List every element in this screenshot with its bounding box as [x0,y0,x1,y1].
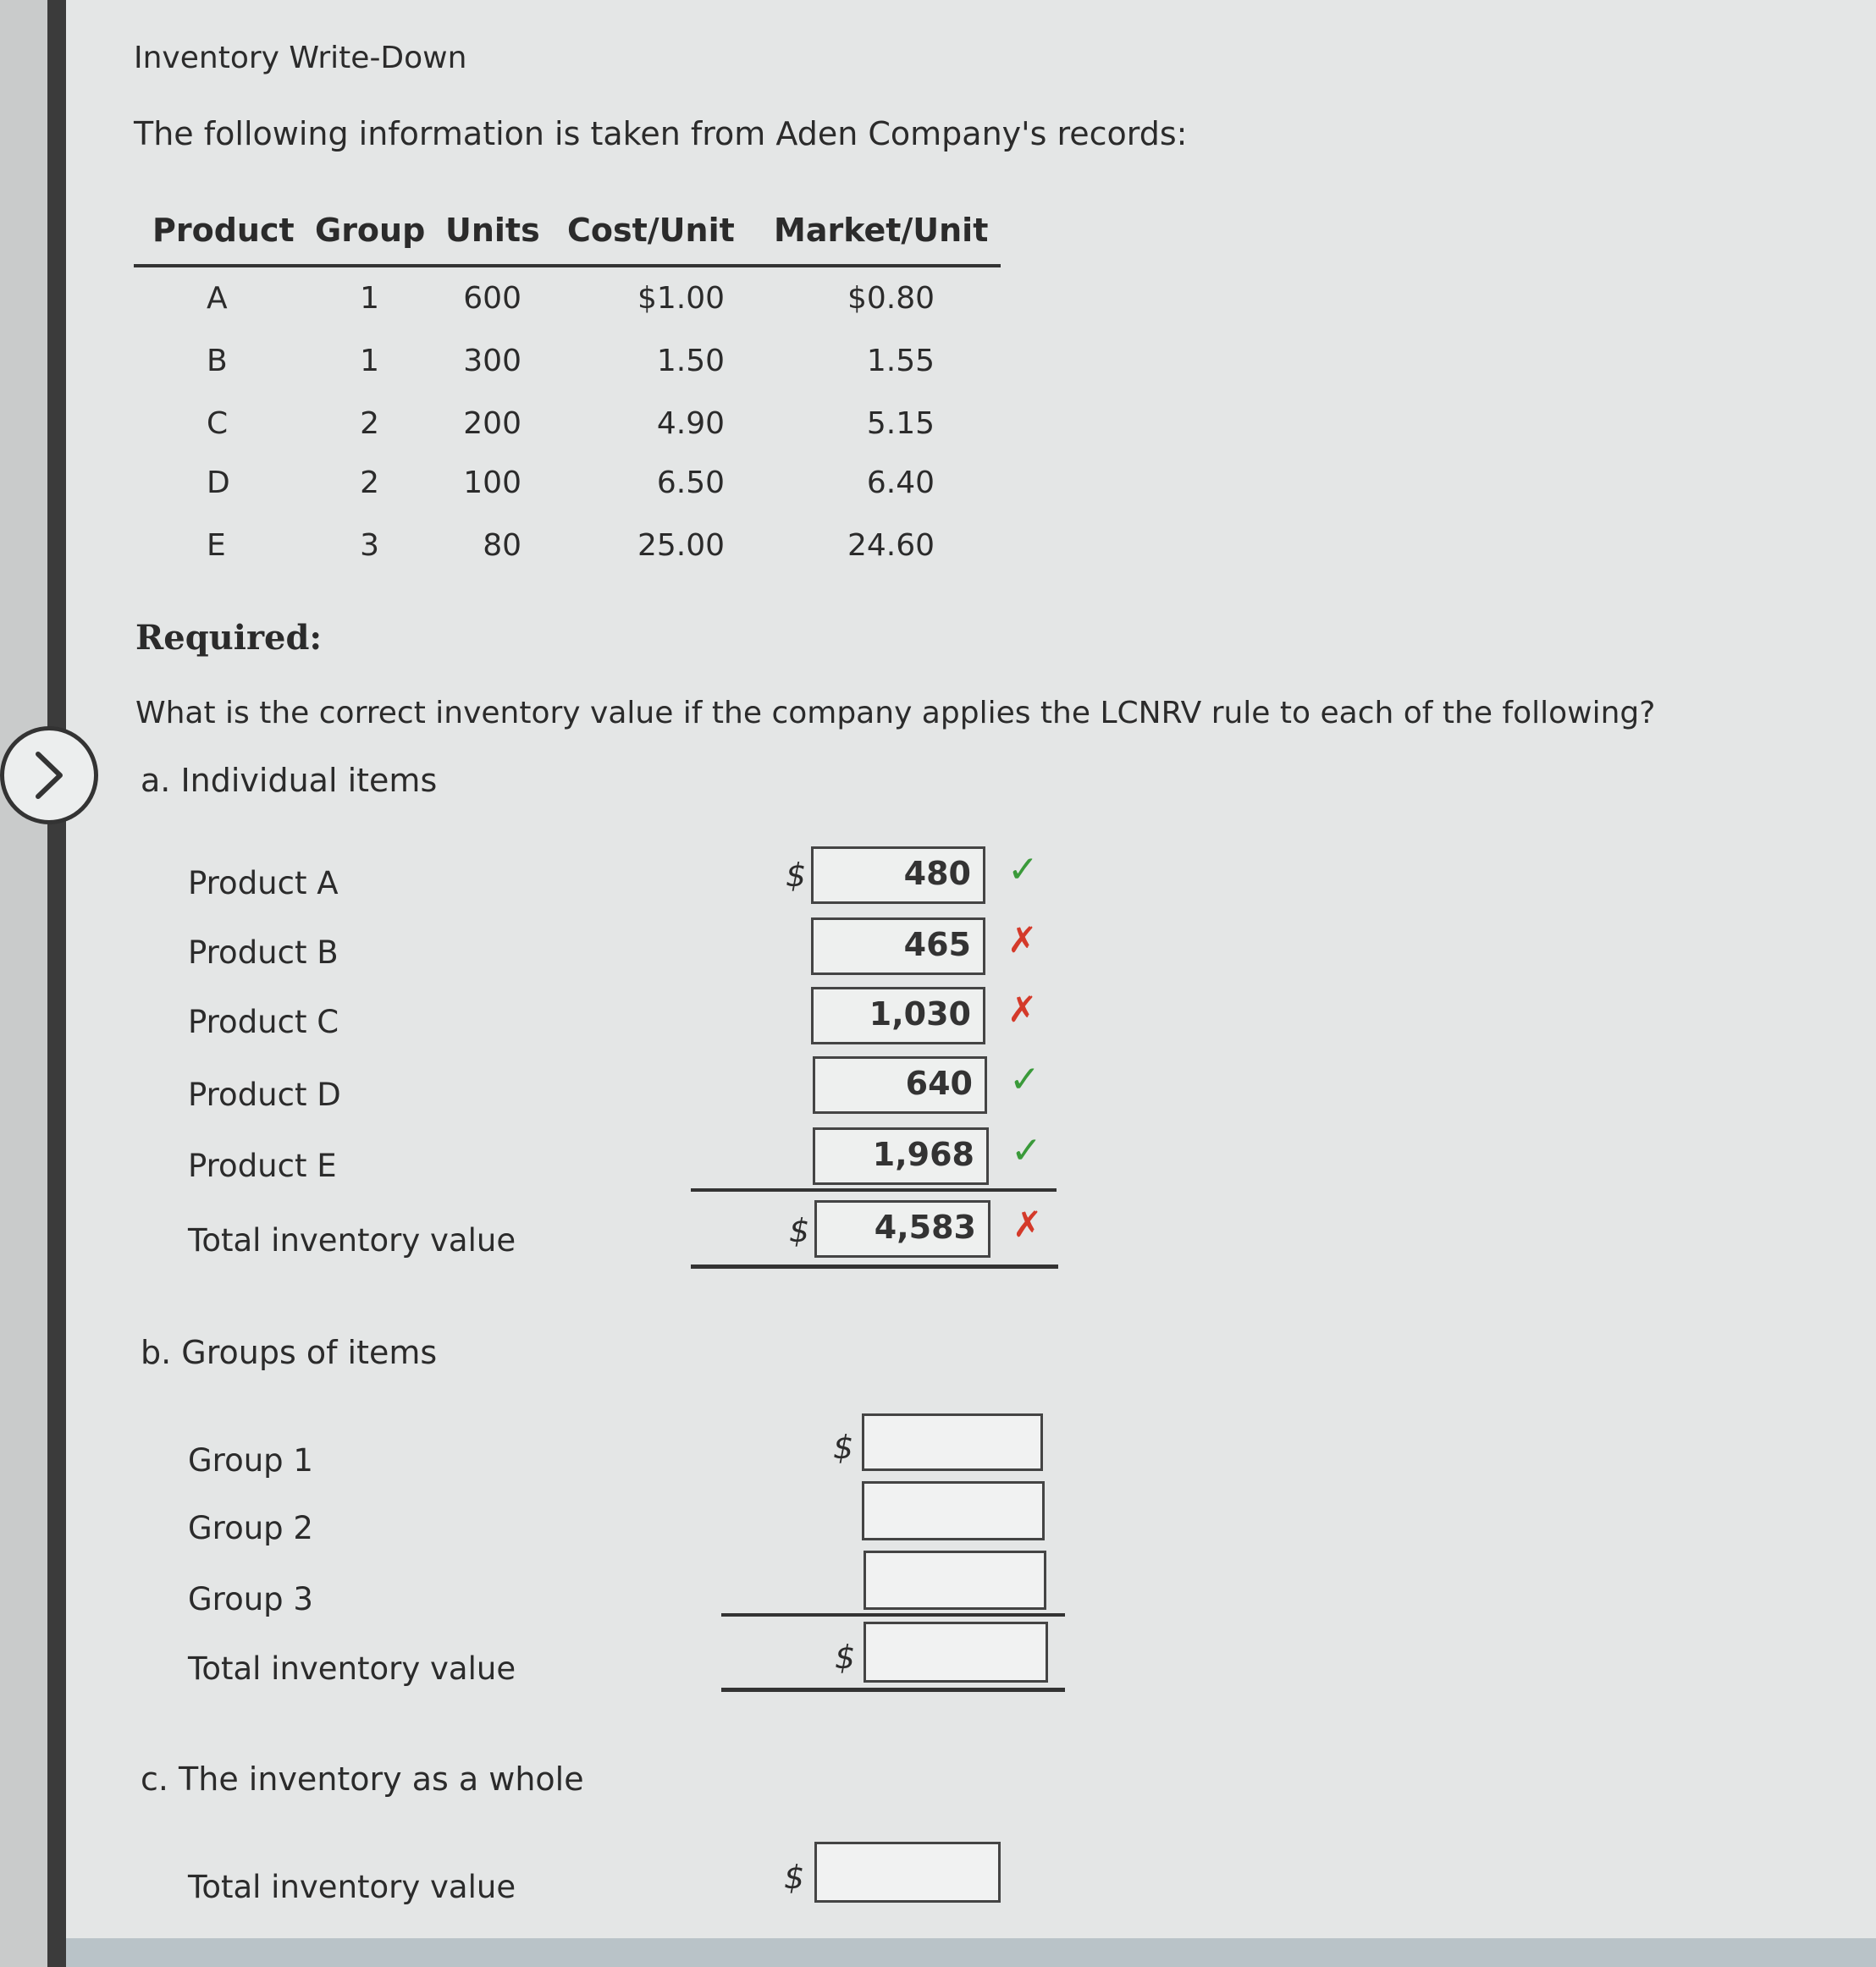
part-a-heading: a. Individual items [141,762,438,799]
cell-market-unit: 24.60 [847,528,935,563]
left-margin [0,0,47,1967]
currency-symbol: $ [784,1859,805,1896]
product-b-value-input[interactable]: 465 [811,917,985,975]
question-text: What is the correct inventory value if the company applies the LCNRV rule to each of the following? [135,696,1656,730]
subtotal-rule [721,1613,1065,1617]
col-header-cost-unit: Cost/Unit [567,212,735,249]
checkmark-icon: ✓ [1007,848,1039,891]
currency-symbol: $ [786,857,807,894]
part-b-total-label: Total inventory value [188,1650,516,1687]
cell-units: 600 [463,281,521,316]
cell-market-unit: 5.15 [866,406,935,441]
currency-symbol: $ [789,1212,810,1249]
currency-symbol: $ [835,1639,856,1676]
group-1-value-input[interactable] [862,1413,1043,1471]
total-double-rule [721,1688,1065,1692]
part-b-heading: b. Groups of items [141,1334,438,1371]
problem-title: Inventory Write-Down [134,41,467,75]
part-c-total-input[interactable] [814,1842,1001,1903]
product-c-value-input[interactable]: 1,030 [811,987,985,1044]
part-a-total-label: Total inventory value [188,1222,516,1259]
chevron-right-icon [4,730,94,820]
left-border-bar [47,0,66,1967]
col-header-product: Product [152,212,295,249]
cell-cost-unit: 4.90 [656,406,725,441]
next-question-button[interactable] [0,726,98,824]
product-a-value-input[interactable]: 480 [811,846,985,904]
checkmark-icon: ✓ [1011,1129,1042,1172]
required-heading: Required: [135,618,323,658]
cell-group: 3 [360,528,379,563]
cell-cost-unit: 1.50 [656,344,725,378]
cell-cost-unit: 25.00 [637,528,725,563]
currency-symbol: $ [833,1429,854,1466]
cell-group: 1 [360,281,379,316]
problem-intro: The following information is taken from Aden Company's records: [134,115,1188,152]
x-mark-icon: ✗ [1012,1204,1043,1245]
cell-market-unit: 1.55 [866,344,935,378]
cell-group: 2 [360,466,379,500]
cell-market-unit: $0.80 [847,281,935,316]
cell-product: E [207,528,226,563]
cell-product: C [207,406,229,441]
x-mark-icon: ✗ [1007,919,1038,961]
col-header-units: Units [445,212,540,249]
subtotal-rule [691,1188,1057,1192]
checkmark-icon: ✓ [1009,1058,1040,1101]
total-double-rule [691,1264,1058,1269]
cell-product: B [207,344,228,378]
product-d-value-input[interactable]: 640 [813,1056,987,1114]
cell-group: 2 [360,406,379,441]
cell-units: 200 [463,406,521,441]
part-a-total-input[interactable]: 4,583 [814,1200,990,1258]
group-1-label: Group 1 [188,1442,313,1479]
bottom-band [66,1938,1876,1967]
part-b-total-input[interactable] [864,1622,1048,1683]
product-b-label: Product B [188,934,339,971]
col-header-group: Group [315,212,426,249]
cell-product: A [207,281,228,316]
part-c-heading: c. The inventory as a whole [141,1760,584,1798]
x-mark-icon: ✗ [1007,989,1038,1030]
group-2-value-input[interactable] [862,1481,1045,1540]
product-d-label: Product D [188,1077,341,1113]
part-c-total-label: Total inventory value [188,1869,516,1905]
product-e-label: Product E [188,1148,337,1184]
col-header-market-unit: Market/Unit [774,212,989,249]
group-2-label: Group 2 [188,1510,313,1546]
cell-group: 1 [360,344,379,378]
cell-product: D [207,466,230,500]
cell-units: 80 [483,528,521,563]
cell-market-unit: 6.40 [866,466,935,500]
group-3-label: Group 3 [188,1581,313,1617]
cell-units: 300 [463,344,521,378]
cell-cost-unit: 6.50 [656,466,725,500]
product-a-label: Product A [188,865,339,901]
product-c-label: Product C [188,1004,339,1040]
cell-units: 100 [463,466,521,500]
cell-cost-unit: $1.00 [637,281,725,316]
product-e-value-input[interactable]: 1,968 [813,1127,989,1185]
table-header-rule [134,264,1001,267]
group-3-value-input[interactable] [864,1551,1046,1610]
